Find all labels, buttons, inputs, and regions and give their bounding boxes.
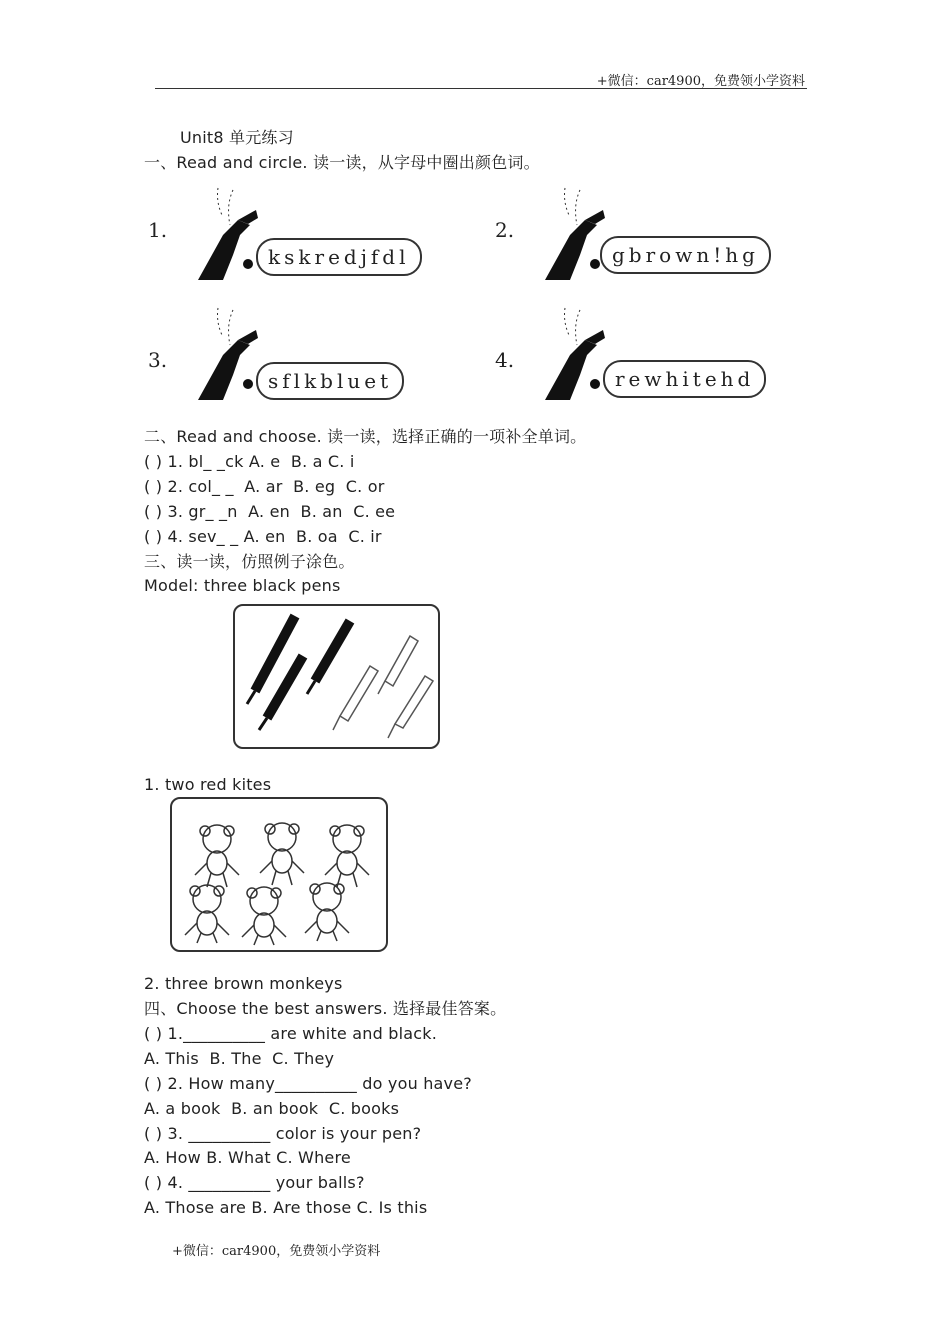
question-line: ( ) 1. bl_ _ck A. e B. a C. i [144, 452, 355, 471]
section3-heading: 三、读一读，仿照例子涂色。 [144, 552, 355, 571]
section1-heading: 一、Read and circle. 读一读，从字母中圈出颜色词。 [144, 153, 540, 172]
bird-panel-1 [148, 180, 448, 290]
answer-options: A. How B. What C. Where [144, 1148, 351, 1167]
monkeys-image [170, 797, 388, 952]
letter-bubble: sflkbluet [256, 362, 404, 400]
question-line: ( ) 2. How many__________ do you have? [144, 1074, 472, 1093]
item-number: 1. [148, 218, 168, 242]
question-line: ( ) 3. __________ color is your pen? [144, 1124, 422, 1143]
page-header: +微信：car4900，免费领小学资料 [596, 74, 805, 89]
letter-bubble: rewhitehd [603, 360, 766, 398]
item-number: 4. [495, 348, 515, 372]
question-line: ( ) 4. sev_ _ A. en B. oa C. ir [144, 527, 382, 546]
section4-heading: 四、Choose the best answers. 选择最佳答案。 [144, 999, 507, 1018]
bird-icon [525, 180, 615, 290]
pens-icon [235, 606, 438, 747]
header-divider [155, 88, 807, 89]
item-number: 3. [148, 348, 168, 372]
item-number: 2. [495, 218, 515, 242]
page-title: Unit8 单元练习 [180, 128, 294, 147]
bird-panel-4 [495, 300, 795, 410]
bird-panel-2 [495, 180, 795, 290]
item2-text: 2. three brown monkeys [144, 974, 343, 993]
pens-image [233, 604, 440, 749]
letter-bubble: gbrown!hg [600, 236, 771, 274]
question-line: ( ) 1.__________ are white and black. [144, 1024, 437, 1043]
question-line: ( ) 4. __________ your balls? [144, 1173, 365, 1192]
item1-text: 1. two red kites [144, 775, 272, 794]
page-footer: +微信：car4900，免费领小学资料 [172, 1244, 381, 1259]
bird-icon [178, 180, 268, 290]
bird-icon [178, 300, 268, 410]
question-line: ( ) 3. gr_ _n A. en B. an C. ee [144, 502, 396, 521]
section2-heading: 二、Read and choose. 读一读，选择正确的一项补全单词。 [144, 427, 587, 446]
bird-icon [525, 300, 615, 410]
model-text: Model: three black pens [144, 576, 341, 595]
bird-panel-3 [148, 300, 448, 410]
answer-options: A. Those are B. Are those C. Is this [144, 1198, 428, 1217]
monkeys-icon [172, 799, 386, 950]
answer-options: A. This B. The C. They [144, 1049, 335, 1068]
question-line: ( ) 2. col_ _ A. ar B. eg C. or [144, 477, 385, 496]
letter-bubble: kskredjfdl [256, 238, 422, 276]
answer-options: A. a book B. an book C. books [144, 1099, 400, 1118]
